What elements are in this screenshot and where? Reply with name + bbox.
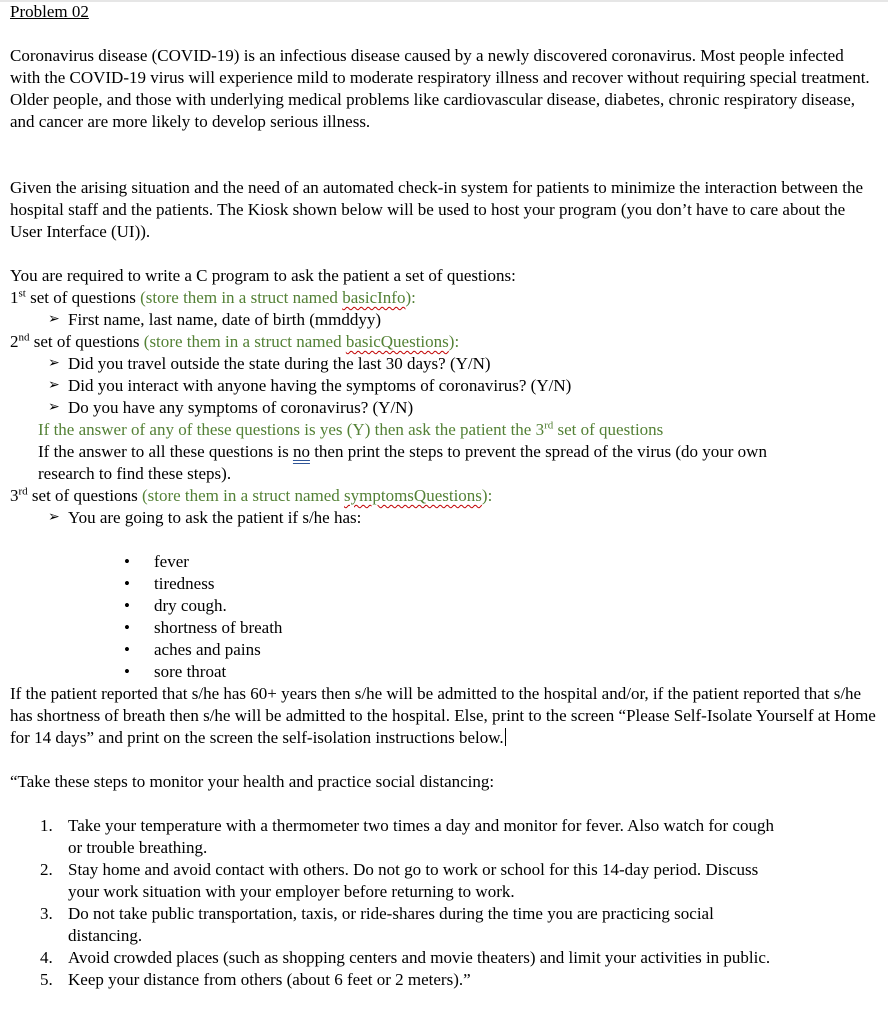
set1-note-pre: (store them in a struct named <box>140 288 343 307</box>
spacer <box>10 749 878 771</box>
set3-item-text: You are going to ask the patient if s/he has: <box>68 508 362 527</box>
spacer <box>10 529 878 551</box>
text-cursor <box>505 728 506 746</box>
steps-intro: “Take these steps to monitor your health and practice social distancing: <box>10 772 495 791</box>
step-number: 3. <box>40 904 53 923</box>
set2-if-yes-ordinal: rd <box>544 419 554 432</box>
set2-note <box>144 332 459 351</box>
bullet-dot-icon: • <box>124 574 130 593</box>
set2-if-no <box>10 441 878 463</box>
spacer <box>10 133 878 177</box>
set2-if-no-post: then print the steps to prevent the spread of the virus (do your own <box>309 442 767 461</box>
arrow-bullet-icon: ➢ <box>48 356 60 371</box>
symptom-item <box>10 595 878 617</box>
symptom-text: fever <box>154 552 189 571</box>
set1-label: set of questions <box>25 288 141 307</box>
set1-struct-name: basicInfo <box>342 288 406 307</box>
step-line: Stay home and avoid contact with others. Do not go to work or school for this 14-day period. Discuss <box>68 860 759 879</box>
step-item <box>10 947 878 969</box>
set2-ordinal: nd <box>18 331 30 344</box>
symptom-item <box>10 639 878 661</box>
steps-list <box>10 815 878 991</box>
admission-text: If the patient reported that s/he has 60+ years then s/he will be admitted to the hospital and/or, if the patient reported that s/he has shortness of breath then s/he will be admitted to the hospital. Else, print to the screen “Please Self-Isolate Yourself at Home for 14 days” and print on the screen the self-isolation instructions below. <box>10 684 876 747</box>
set3-note-pre: (store them in a struct named <box>141 486 345 505</box>
step-line: your work situation with your employer before returning to work. <box>68 882 515 901</box>
set3-note-post: ): <box>481 486 493 505</box>
step-line: distancing. <box>68 926 143 945</box>
step-number: 1. <box>40 816 53 835</box>
set2-if-no-word: no <box>292 442 310 461</box>
set3-item <box>10 507 878 529</box>
symptom-text: tiredness <box>154 574 215 593</box>
step-item <box>10 903 878 947</box>
page-title: Problem 02 <box>10 2 89 21</box>
step-item <box>10 969 878 991</box>
intro-paragraph: Coronavirus disease (COVID-19) is an infectious disease caused by a newly discovered coronavirus. Most people infected with the COVID-19 virus will experience mild to moderate respiratory illness and recover without requiring special treatment. Older people, and those with underlying medical problems like cardiovascular disease, diabetes, chronic respiratory disease, and cancer are more likely to develop serious illness. <box>10 46 870 131</box>
set2-item <box>10 375 878 397</box>
set3-label: set of questions <box>27 486 142 505</box>
symptom-text: dry cough. <box>154 596 227 615</box>
set2-heading <box>10 331 878 353</box>
set2-note-pre: (store them in a struct named <box>143 332 346 351</box>
set2-if-yes <box>10 419 878 441</box>
set2-label: set of questions <box>29 332 144 351</box>
bullet-dot-icon: • <box>124 596 130 615</box>
set1-number: 1 <box>10 288 19 307</box>
step-number: 2. <box>40 860 53 879</box>
set1-heading <box>10 287 878 309</box>
spacer <box>10 793 878 815</box>
set3-number: 3 <box>10 486 19 505</box>
step-number: 4. <box>40 948 53 967</box>
symptom-item <box>10 661 878 683</box>
step-item <box>10 815 878 859</box>
step-item <box>10 859 878 903</box>
arrow-bullet-icon: ➢ <box>48 378 60 393</box>
symptom-item <box>10 617 878 639</box>
set1-item <box>10 309 878 331</box>
set3-note <box>142 486 492 505</box>
bullet-dot-icon: • <box>124 640 130 659</box>
set2-item <box>10 353 878 375</box>
context-paragraph: Given the arising situation and the need of an automated check-in system for patients to minimize the interaction between the hospital staff and the patients. The Kiosk shown below will be used to host your program (you don’t have to care about the User Interface (UI)). <box>10 178 864 241</box>
step-line: or trouble breathing. <box>68 838 208 857</box>
arrow-bullet-icon: ➢ <box>48 510 60 525</box>
step-line: Keep your distance from others (about 6 feet or 2 meters).” <box>68 970 471 989</box>
set2-item-text: Did you interact with anyone having the symptoms of coronavirus? (Y/N) <box>68 376 572 395</box>
set2-if-no-cont: research to find these steps). <box>38 464 232 483</box>
step-line: Take your temperature with a thermometer two times a day and monitor for fever. Also watch for cough <box>68 816 774 835</box>
spacer <box>10 243 878 265</box>
set2-number: 2 <box>10 332 19 351</box>
symptom-text: shortness of breath <box>154 618 283 637</box>
symptom-list <box>10 551 878 683</box>
spacer <box>10 23 878 45</box>
admission-paragraph <box>10 683 878 749</box>
set2-note-post: ): <box>448 332 460 351</box>
set2-if-yes-pre: If the answer of any of these questions is yes (Y) then ask the patient the 3 <box>38 420 545 439</box>
set1-ordinal: st <box>18 287 26 300</box>
bullet-dot-icon: • <box>124 552 130 571</box>
set2-item-text: Do you have any symptoms of coronavirus? (Y/N) <box>68 398 414 417</box>
set3-struct-name: symptomsQuestions <box>344 486 482 505</box>
step-number: 5. <box>40 970 53 989</box>
arrow-bullet-icon: ➢ <box>48 400 60 415</box>
set1-note-post: ): <box>405 288 416 307</box>
set2-if-no-pre: If the answer to all these questions is <box>38 442 293 461</box>
symptom-text: aches and pains <box>154 640 261 659</box>
bullet-dot-icon: • <box>124 662 130 681</box>
set2-item-text: Did you travel outside the state during the last 30 days? (Y/N) <box>68 354 491 373</box>
bullet-dot-icon: • <box>124 618 130 637</box>
step-line: Avoid crowded places (such as shopping centers and movie theaters) and limit your activities in public. <box>68 948 771 967</box>
symptom-item <box>10 551 878 573</box>
set2-item <box>10 397 878 419</box>
symptom-text: sore throat <box>154 662 227 681</box>
set3-heading <box>10 485 878 507</box>
set2-if-yes-post: set of questions <box>553 420 664 439</box>
step-line: Do not take public transportation, taxis, or ride-shares during the time you are practicing social <box>68 904 714 923</box>
set3-ordinal: rd <box>18 485 28 498</box>
arrow-bullet-icon: ➢ <box>48 312 60 327</box>
document-body <box>10 1 878 991</box>
set1-item-text: First name, last name, date of birth (mmddyy) <box>68 310 382 329</box>
symptom-item <box>10 573 878 595</box>
requirement-line: You are required to write a C program to ask the patient a set of questions: <box>10 266 516 285</box>
set1-note <box>140 288 416 307</box>
set2-struct-name: basicQuestions <box>345 332 449 351</box>
